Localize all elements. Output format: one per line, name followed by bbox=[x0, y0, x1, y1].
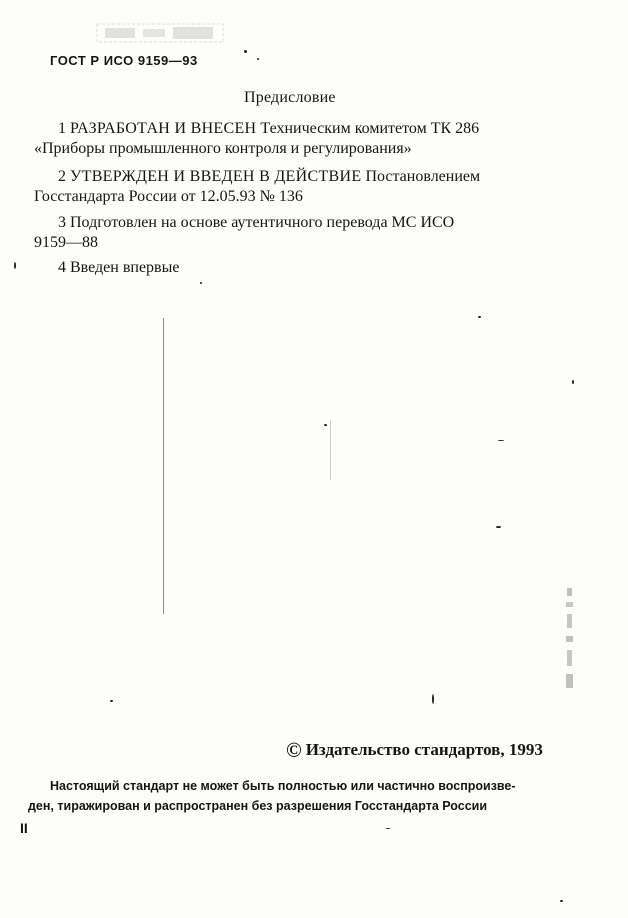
item-word: перевода bbox=[326, 214, 388, 231]
scan-speck bbox=[110, 700, 113, 702]
copyright-text: Издательство стандартов, 1993 bbox=[305, 740, 543, 759]
document-header: ГОСТ Р ИСО 9159—93 bbox=[50, 53, 198, 68]
copyright-symbol: © bbox=[286, 738, 302, 762]
item-word: Подготовлен bbox=[70, 214, 157, 231]
scan-speck bbox=[257, 58, 259, 60]
faded-stamp-mark bbox=[95, 20, 225, 46]
scan-speck bbox=[324, 424, 327, 426]
item-number: 4 bbox=[58, 259, 66, 276]
scan-speck bbox=[560, 900, 563, 902]
scan-streak bbox=[163, 318, 164, 614]
item-number: 3 bbox=[58, 214, 66, 231]
item-text: Введен впервые bbox=[70, 259, 180, 276]
item-word: основе bbox=[180, 214, 228, 231]
reproduction-notice bbox=[28, 776, 550, 816]
section-title: Предисловие bbox=[244, 89, 336, 106]
scan-speck bbox=[496, 526, 501, 528]
item-lead: УТВЕРЖДЕН И ВВЕДЕН В ДЕЙСТВИЕ bbox=[70, 168, 362, 185]
margin-scan-mark bbox=[562, 588, 578, 690]
item-text-continued: Госстандарта России от 12.05.93 № 136 bbox=[34, 188, 303, 205]
page-number: II bbox=[20, 820, 28, 836]
item-text: Техническим комитетом ТК 286 bbox=[260, 120, 480, 137]
item-number: 2 bbox=[58, 168, 66, 185]
item-word: ИСО bbox=[420, 214, 455, 231]
foreword-item-4 bbox=[34, 258, 556, 278]
scan-speck bbox=[244, 50, 247, 53]
scan-speck bbox=[498, 440, 504, 441]
scan-speck bbox=[432, 694, 434, 704]
foreword-item-2 bbox=[34, 167, 556, 207]
item-word: аутентичного bbox=[231, 214, 323, 231]
item-word: на bbox=[160, 214, 177, 231]
item-text-continued: 9159—88 bbox=[34, 234, 98, 251]
scan-speck bbox=[200, 282, 202, 284]
item-lead: РАЗРАБОТАН И ВНЕСЕН bbox=[70, 120, 257, 137]
foreword-item-3 bbox=[34, 213, 556, 253]
notice-line-2: ден, тиражирован и распространен без разрешения Госстандарта России bbox=[28, 799, 488, 813]
foreword-item-1 bbox=[34, 119, 556, 159]
notice-line-1: Настоящий стандарт не может быть полностью или частично воспроизве- bbox=[50, 779, 516, 793]
item-text: Постановлением bbox=[365, 168, 481, 185]
scan-speck bbox=[572, 380, 574, 384]
scan-speck bbox=[386, 828, 390, 829]
item-text-continued: «Приборы промышленного контроля и регулирования» bbox=[34, 140, 412, 157]
scan-streak bbox=[330, 420, 331, 480]
scan-speck bbox=[478, 316, 481, 318]
item-word: МС bbox=[391, 214, 417, 231]
scan-speck bbox=[14, 262, 16, 269]
copyright-line bbox=[286, 738, 543, 763]
item-number: 1 bbox=[58, 120, 66, 137]
